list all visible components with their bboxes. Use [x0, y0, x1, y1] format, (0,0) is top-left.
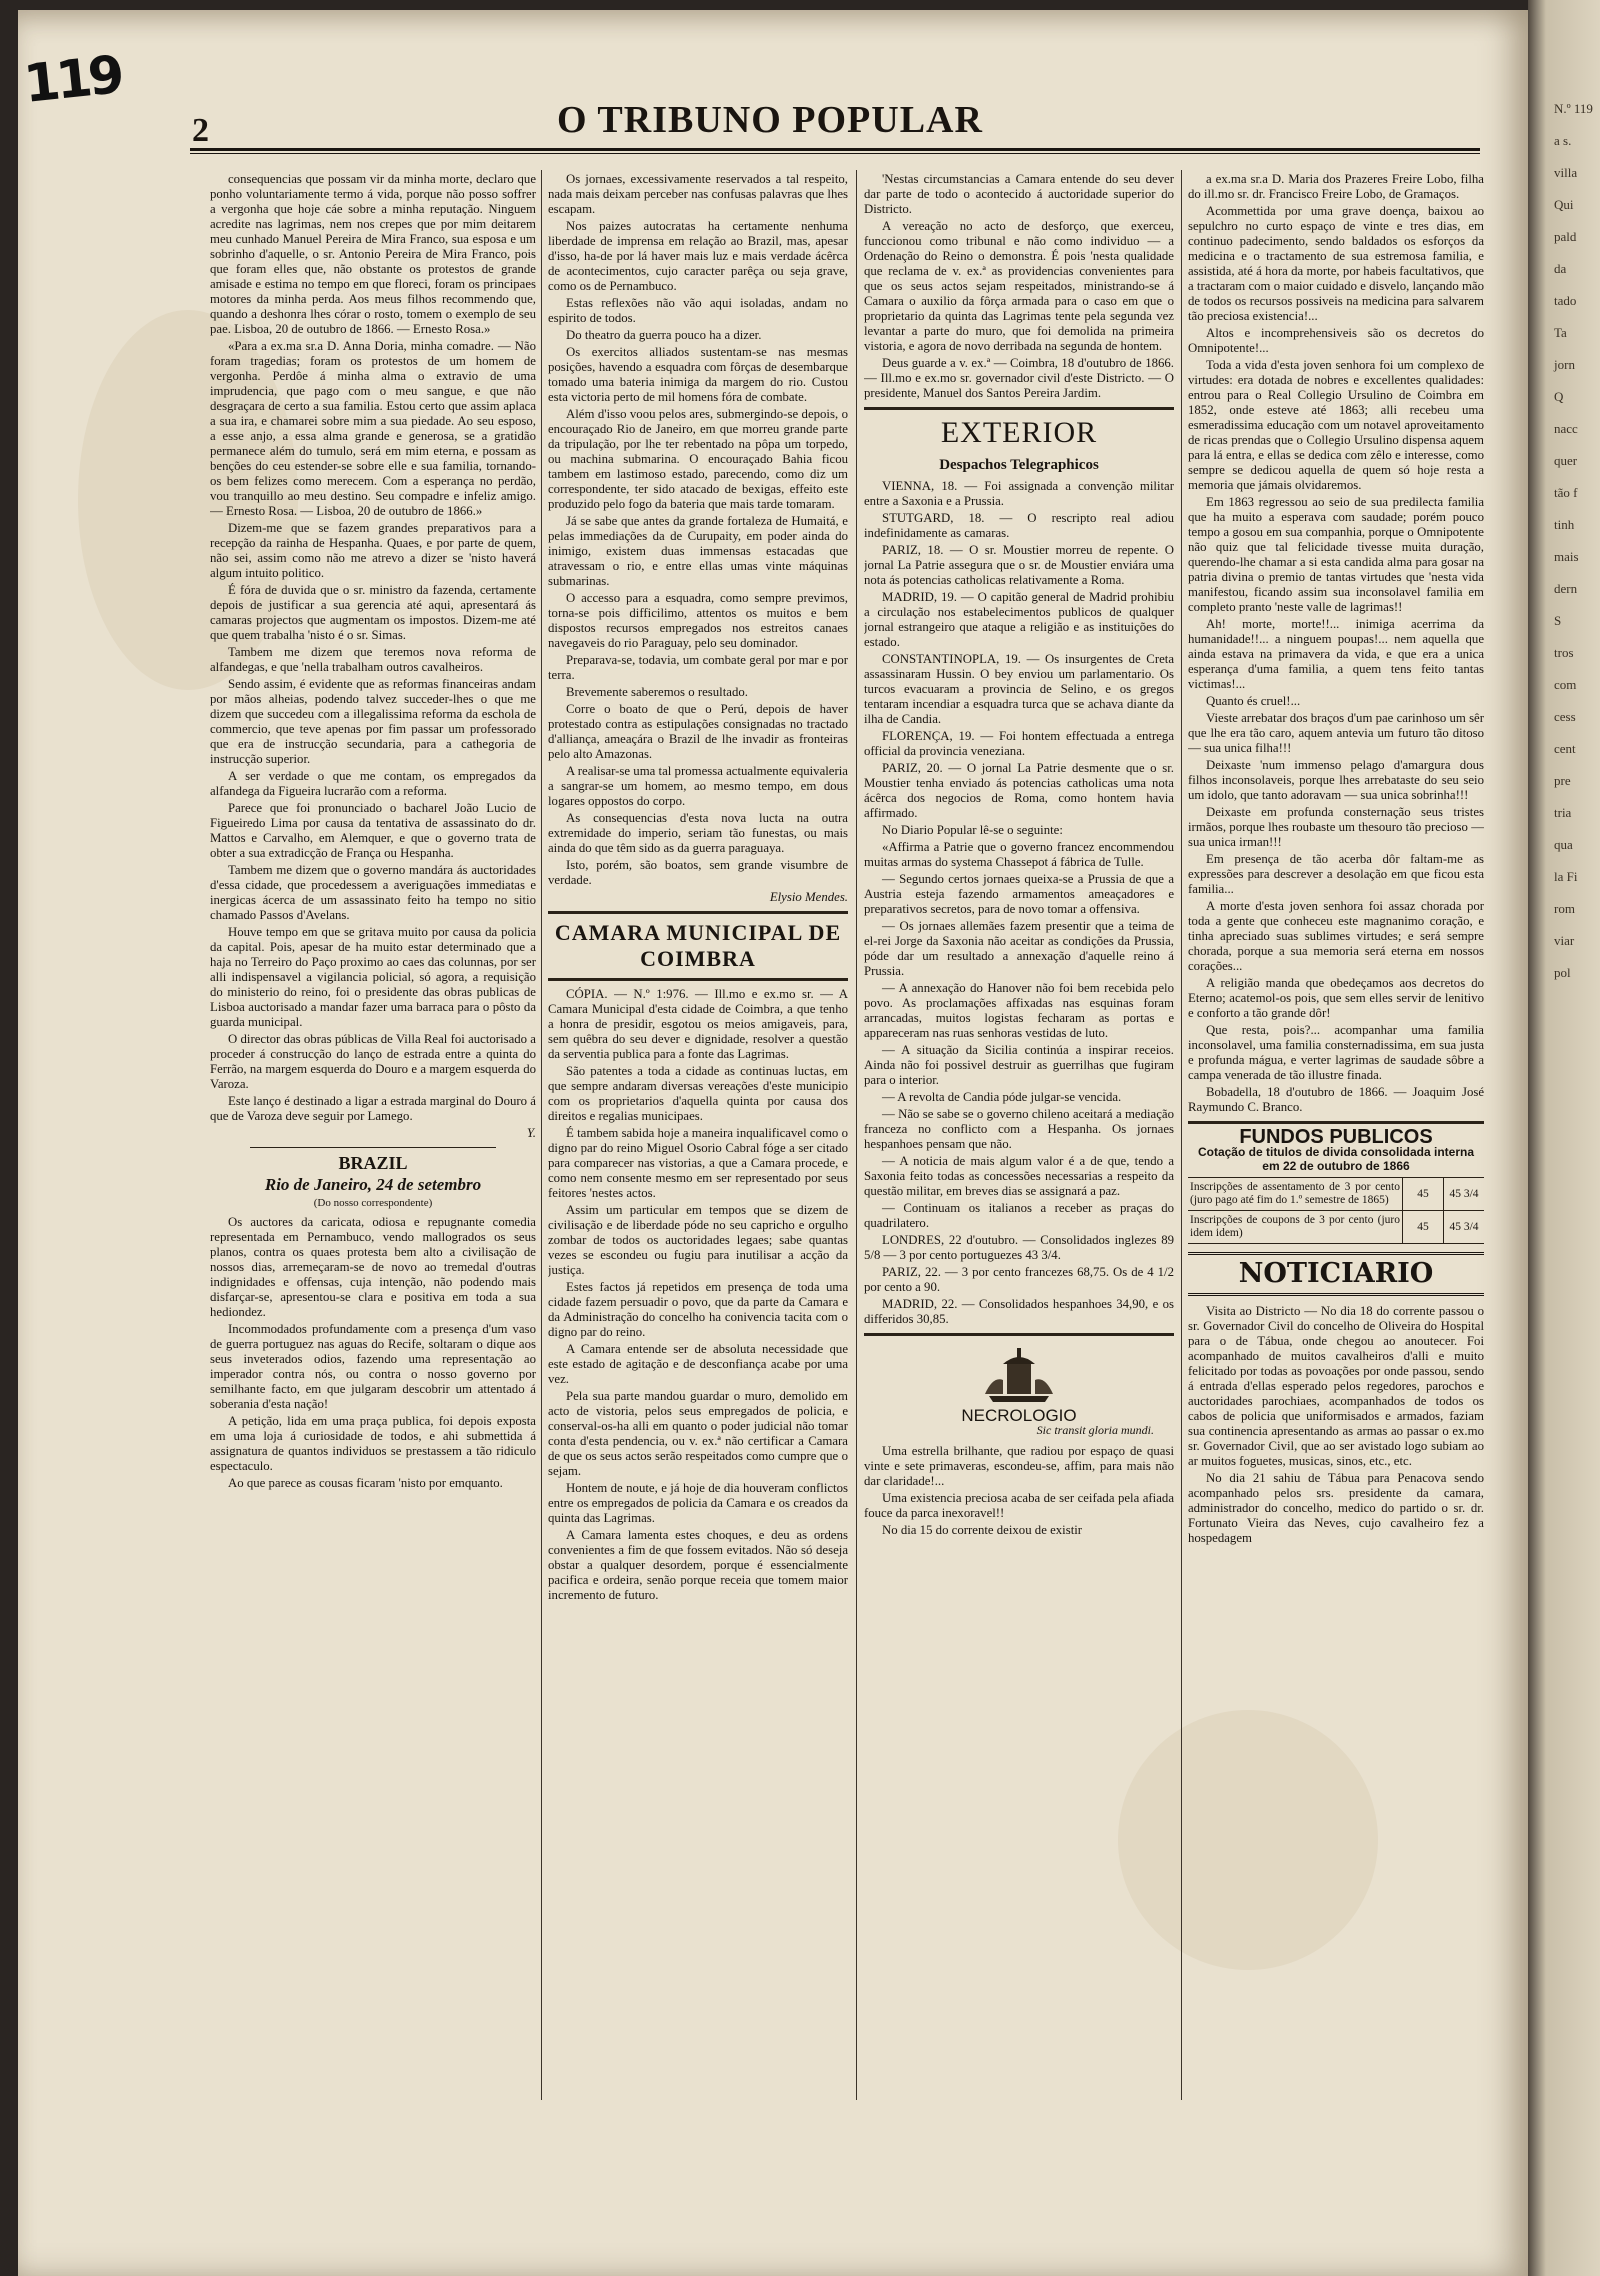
camara-paragraphs: [548, 987, 848, 1603]
necrologio-paragraph: Ah! morte, morte!!... inimiga acerrima da humanidade!!... a ninguem poupas!... nem aquella que ainda estava na primavera da vida, e que era a unica esperança d'uma familia, a quem tens feito tantas victimas!...: [1188, 617, 1484, 691]
rio-title: Rio de Janeiro, 24 de setembro: [264, 1175, 482, 1194]
necrologio-paragraph: Quanto és cruel!...: [1206, 694, 1301, 708]
article-paragraph: O director das obras públicas de Villa Real foi auctorisado a proceder á construcção do lanço de estrada entre a quinta do Ferrão, na margem esquerda do Douro e a margem esquerda do Varoza.: [210, 1032, 536, 1091]
article-paragraph: Estas reflexões não vão aqui isoladas, andam no espirito de todos.: [548, 296, 848, 325]
article-paragraph: Os jornaes, excessivamente reservados a tal respeito, nada mais deixam perceber nas confusas palavras que lhes escapam.: [548, 172, 848, 216]
article-paragraph: Tambem me dizem que teremos nova reforma de alfandegas, e que 'nella trabalham outros cavalheiros.: [210, 645, 536, 674]
necrologio-paragraph: Bobadella, 18 d'outubro de 1866. — Joaquim José Raymundo C. Branco.: [1188, 1085, 1484, 1114]
telegram-paragraph: PARIZ, 18. — O sr. Moustier morreu de repente. O jornal La Patrie assegura que o sr. de Moustier enviára uma nota ás potencias catholicas relativamente a Roma.: [864, 543, 1174, 587]
telegram-paragraph: — A annexação do Hanover não foi bem recebida pelo povo. As proclamações affixadas nas esquinas foram arrancadas, muitos logistas fecharam as portas e appareceram nas ruas senhoras vestidas de luto.: [864, 981, 1174, 1040]
next-page-fragment: villa: [1554, 165, 1578, 180]
next-page-fragment: com: [1554, 677, 1577, 692]
next-page-fragment: quer: [1554, 453, 1578, 468]
exterior-title: EXTERIOR: [940, 416, 1098, 449]
fundos-subtitle: Cotação de titulos de divida consolidada interna em 22 de outubro de 1866: [1197, 1145, 1475, 1173]
section-rule: [864, 1333, 1174, 1336]
necrologio-paragraph: A morte d'esta joven senhora foi assaz chorada por toda a gente que conheceu este magnanimo coração, e tinha apreciado suas sublimes virtudes; e será sempre chorada, porque a sua memoria será eterna em nossos corações...: [1188, 899, 1484, 973]
handwritten-page-mark: 119: [21, 45, 124, 115]
camara-paragraph: Pela sua parte mandou guardar o muro, demolido em acto de vistoria, pelos seus empregados de policia, e conserval-os-ha alli em quanto o poder judicial não tomar conta d'esta pendencia, ou v. ex.ª não certificar a Camara de que os seus actos serão respeitados como cumpre que o sejam.: [548, 1389, 848, 1478]
article-paragraph: A realisar-se uma tal promessa actualmente equivaleria a sangrar-se um homem, ao mesmo tempo, em dous logares oppostos do corpo.: [548, 764, 848, 808]
noticiario-paragraphs: [1188, 1304, 1484, 1546]
necrologio-paragraph: Toda a vida d'esta joven senhora foi um complexo de virtudes: era dotada de nobres e excellentes qualidades: entrou para o Real Collegio Ursulino de Coimbra em 1852, onde esteve até 1863; alli recebeu uma esmeradissima educação com um notavel aproveitamento de ricas prendas que o Collegio Ursulino dispensa aquem para lá entra, e ellas se dedica com zêlo e interesse, como sempre se dedicou aquella de quem só hoje resta a memoria que jámais olvidaremos.: [1188, 358, 1484, 492]
fundos-cell-v1: 45: [1403, 1178, 1444, 1211]
telegram-paragraph: PARIZ, 20. — O jornal La Patrie desmente que o sr. Moustier tenha enviado ás potencias catholicas uma nota ácêrca dos negocios de Roma, como hontem havia affirmado.: [864, 761, 1174, 820]
article-paragraph: Os exercitos alliados sustentam-se nas mesmas posições, havendo a esquadra com fôrças de desembarque tomado uma bateria inimiga da margem do rio. Custou esta victoria perto de mil homens fóra de combate.: [548, 345, 848, 404]
next-page-fragment: da: [1554, 261, 1567, 276]
necrologio-paragraph: Em presença de tão acerba dôr faltam-me as expressões para descrever a desolação em que ficou esta familia...: [1188, 852, 1484, 896]
section-rule: [250, 1147, 496, 1148]
brazil-paragraph: Incommodados profundamente com a presença d'um vaso de guerra portuguez nas aguas do Recife, soltaram o dique aos seus inveterados odios, fazendo uma representação ao imperador contra nós, ou contra o nosso governo por semilhante facto, em que julgaram descobrir um attentado á soberania d'esta nação!: [210, 1322, 536, 1411]
fundos-row: [1188, 1178, 1484, 1211]
article-paragraph: Além d'isso voou pelos ares, submergindo-se depois, o encouraçado Rio de Janeiro, em que morreu grande parte da tripulação, por lhe ter rebentado na pôpa um torpedo, ou machina submarina. O encouraçado Bahia ficou tambem em lastimoso estado, parecendo, como diz um correspondente, ter sido atacado de bexigas, effeito este produzido pelo fogo da bateria que mais tarde tomaram.: [548, 407, 848, 511]
section-rule: [548, 911, 848, 914]
next-page-fragment: pre: [1554, 773, 1571, 788]
next-page-fragment: nacc: [1554, 421, 1578, 436]
noticiario-title: NOTICIARIO: [1188, 1252, 1484, 1296]
page-number: 2: [192, 112, 209, 149]
next-page-fragment: N.º 119: [1554, 101, 1593, 116]
telegram-paragraph: MADRID, 19. — O capitão general de Madrid prohibiu a circulação nos estabelecimentos publicos de qualquer jornal estrangeiro que ataque a religião e as instituições do estado.: [864, 590, 1174, 649]
next-page-fragment: la Fi: [1554, 869, 1578, 884]
section-rule: [1188, 1121, 1484, 1124]
brazil-paragraph: Os auctores da caricata, odiosa e repugnante comedia representada em Pernambuco, vendo mallogrados os seus planos, contra os quaes protesta bem alto a civilisação de nossos dias, arremeçaram-se de novo ao tremedal d'outras indignidades e offensas, cuja intenção, não podendo mais disfarçar-se, apresentou-se clara e positiva em toda a sua hediondez.: [210, 1215, 536, 1319]
col4-paragraphs: [1188, 172, 1484, 1115]
article-paragraph: Este lanço é destinado a ligar a estrada marginal do Douro á que de Varoza deve seguir por Lamego.: [210, 1094, 536, 1123]
funeral-urn-icon: [979, 1346, 1059, 1404]
article-paragraph: É fóra de duvida que o sr. ministro da fazenda, certamente depois de justificar a sua gerencia até aqui, apresentará ás camaras projectos que augmentam os impostos. Dizem-me até que quem trabalha 'nisto é o sr. Simas.: [210, 583, 536, 642]
next-page-fragment: pol: [1554, 965, 1571, 980]
col3-paragraphs: [864, 172, 1174, 401]
article-paragraph: Deus guarde a v. ex.ª — Coimbra, 18 d'outubro de 1866. — Ill.mo e ex.mo sr. governador civil d'este Districto. — O presidente, Manuel dos Santos Pereira Jardim.: [864, 356, 1174, 400]
next-page-fragment: jorn: [1554, 357, 1575, 372]
telegram-paragraph: — A situação da Sicilia continúa a inspirar receios. Ainda não foi possivel destruir as guerrilhas que fugiram para o interior.: [864, 1043, 1174, 1087]
next-page-fragment: pald: [1554, 229, 1577, 244]
necrologio-paragraph: Acommettida por uma grave doença, baixou ao sepulchro no curto espaço de vinte e tres dias, em continuo padecimento, sendo baldados os esforços da medicina e o tractamento de sua estremosa familia, e assistida, até á hora da morte, por habeis facultativos, que a tractaram com o maior cuidado e disvelo, lançando mão de todos os recursos possiveis na medicina para salvarem tão preciosa existencia!...: [1188, 204, 1484, 323]
masthead-rule: [190, 148, 1480, 154]
fundos-row: [1188, 1211, 1484, 1244]
telegram-paragraph: — Não se sabe se o governo chileno aceitará a mediação franceza no conflicto com a Hespanha. Os jornaes hespanhoes pensam que não.: [864, 1107, 1174, 1151]
section-rule: [548, 978, 848, 981]
camara-paragraph: Hontem de noute, e já hoje de dia houveram conflictos entre os empregados de policia da Camara e os creados da quinta das Lagrimas.: [548, 1481, 848, 1525]
camara-paragraph: A Camara lamenta estes choques, e deu as ordens convenientes a fim de que fossem evitados. Não só deseja obstar a qualquer desordem, porque é essencialmente pacifica e ordeira, senão porque receia que tomem maior incremento de futuro.: [548, 1528, 848, 1602]
brazil-paragraph: Ao que parece as cousas ficaram 'nisto por emquanto.: [228, 1476, 503, 1490]
next-page-fragment: cent: [1554, 741, 1576, 756]
telegram-paragraph: — Segundo certos jornaes queixa-se a Prussia de que a Austria esteja fazendo armamentos ameaçadores e preparativos secretos, para de novo tomar a offensiva.: [864, 872, 1174, 916]
telegram-paragraph: STUTGARD, 18. — O rescripto real adiou indefinidamente as camaras.: [864, 511, 1174, 540]
telegram-paragraph: — A noticia de mais algum valor é a de que, tendo a Saxonia feito todas as concessões necessarias a respeito da questão militar, em breves dias se assignará a paz.: [864, 1154, 1174, 1198]
article-paragraph: Tambem me dizem que o governo mandára ás auctoridades d'essa cidade, que procedessem a averiguações immediatas e inergicas ácerca de um assassinato feito ha tempo no sitio chamado Passos d'Avelans.: [210, 863, 536, 922]
camara-paragraph: Estes factos já repetidos em presença de toda uma cidade fazem persuadir o povo, que da parte da Camara e da Administração do concelho ha conivencia tacita com o digno par do reino.: [548, 1280, 848, 1339]
col2-paragraphs: [548, 172, 848, 888]
next-page-fragment: rom: [1554, 901, 1575, 916]
brazil-paragraph: A petição, lida em uma praça publica, foi depois exposta em uma loja á curiosidade de todos, e ahi submettida á assignatura de quantos individuos se prestassem a tão ridiculo espectaculo.: [210, 1414, 536, 1473]
next-page-fragment: tria: [1554, 805, 1572, 820]
article-paragraph: «Para a ex.ma sr.a D. Anna Doria, minha comadre. — Não foram tragedias; foram os protestos de um homem de vergonha. Perdôe á minha alma o extravio de uma imprudencia, que pago com o meu sangue, e que não desgraçara de certo a sua familia. Estou certo que assim aplaca a sua ira, e chamarei sobre mim a sua piedade. Ao seu esposo, a esse anjo, a essa alma grande e generosa, se a gratidão permanece além do tumulo, será em mim eterna, e possam as benções do ceu estender-se sobre elle e sua familia, tornando-os bem felizes como merecem. Com a esperança no perdão, vou tranquillo ao meu destino. Seu compadre e infeliz amigo. — Ernesto Rosa. — Lisboa, 20 de outubro de 1866.»: [210, 339, 536, 518]
despachos-title: Despachos Telegraphicos: [939, 457, 1099, 473]
camara-paragraph: CÓPIA. — N.º 1:976. — Ill.mo e ex.mo sr. — A Camara Municipal d'esta cidade de Coimbra, a que tenho a honra de presidir, esgotou os meios amigaveis, para, sem quêbra do seu dever e dignidade, resolver a questão da serventia publica para a fonte das Lagrimas.: [548, 987, 848, 1061]
article-paragraph: Corre o boato de que o Perú, depois de haver protestado contra as estipulações consignadas no tractado d'alliança, ameaçára o Brazil de lhe invadir as fronteiras pelo alto Amazonas.: [548, 702, 848, 761]
necrologio-paragraph: Uma estrella brilhante, que radiou por espaço de quasi vinte e sete primaveras, escondeu-se, affim, para mais não dar claridade!...: [864, 1444, 1174, 1488]
necrologio-paragraph: Vieste arrebatar dos braços d'um pae carinhoso um sêr que lhe era tão caro, aquem antevia um futuro tão ditoso — sua unica filha!!!: [1188, 711, 1484, 755]
despachos-paragraphs: [864, 479, 1174, 1327]
article-paragraph: A ser verdade o que me contam, os empregados da alfandega da Figueira lucrarão com a reforma.: [210, 769, 536, 798]
telegram-paragraph: LONDRES, 22 d'outubro. — Consolidados inglezes 89 5/8 — 3 por cento portuguezes 43 3/4.: [864, 1233, 1174, 1262]
column-divider: [541, 170, 542, 2100]
telegram-paragraph: PARIZ, 22. — 3 por cento francezes 68,75. Os de 4 1/2 por cento a 90.: [864, 1265, 1174, 1294]
section-rule: [864, 407, 1174, 410]
column-1: [210, 172, 536, 2092]
next-page-fragment: S: [1554, 613, 1562, 628]
article-paragraph: Dizem-me que se fazem grandes preparativos para a recepção da rainha de Hespanha. Quaes, e por parte de quem, não sei, assim como não me atrevo a dizer se 'nisto haverá algum intuito politico.: [210, 521, 536, 580]
column-divider: [856, 170, 857, 2100]
next-page-fragment: tinh: [1554, 517, 1575, 532]
noticiario-paragraph: Visita ao Districto — No dia 18 do corrente passou o sr. Governador Civil do concelho de Oliveira do Hospital para o de Tábua, onde chegou ao anoutecer. Foi acompanhado de muitos cavalheiros d'alli e muito felicitado por todas as povoações por onde passou, sendo á entrada d'ellas esperado pelos regedores, parochos e auctoridades parochiaes, acompanhados de todos os cabos de policia que uniformisados e armados, faziam sua continencia apresentando as armas ao passar o ex.mo sr. Governador Civil, que ao ser avistado logo subiam ao ar muitos foguetes, musicas, sinos, etc., etc.: [1188, 1304, 1484, 1468]
column-3: [864, 172, 1174, 2162]
telegram-paragraph: MADRID, 22. — Consolidados hespanhoes 34,90, e os differidos 30,85.: [864, 1297, 1174, 1326]
camara-paragraph: É tambem sabida hoje a maneira inqualificavel como o digno par do reino Miguel Osorio Cabral fóge a ser citado para comparecer nas vistorias, a que a Camara procede, e como nem consente mesmo em ser representado por seus feitores 'nestes actos.: [548, 1126, 848, 1200]
telegram-paragraph: VIENNA, 18. — Foi assignada a convenção militar entre a Saxonia e a Prussia.: [864, 479, 1174, 508]
article-paragraph: Sendo assim, é evidente que as reformas financeiras andam por mãos alheias, podendo talvez succeder-lhes o que me dizem que succedeu com a illegalissima reforma da eschola de commercio, que teve apenas por fim passar um professorado que era de instrucção secundaria, para a cathegoria de instrucção superior.: [210, 677, 536, 766]
next-page-fragment: dern: [1554, 581, 1578, 596]
next-page-fragment: Ta: [1554, 325, 1567, 340]
camara-paragraph: A Camara entende ser de absoluta necessidade que este estado de agitação e de desconfiança acabe por uma vez.: [548, 1342, 848, 1386]
column-2: [548, 172, 848, 2162]
correspondent-note: (Do nosso correspondente): [313, 1197, 433, 1209]
signature-y: Y.: [526, 1126, 536, 1140]
telegram-paragraph: — Continuam os italianos a receber as praças do quadrilatero.: [864, 1201, 1174, 1230]
necrologio-motto: Sic transit gloria mundi.: [1036, 1423, 1154, 1437]
telegram-paragraph: — Os jornaes allemães fazem presentir que a teima de el-rei Jorge da Saxonia não aceitar as condições da Prussia, póde dar um resultado a annexação d'aquelle reino á Prussia.: [864, 919, 1174, 978]
fundos-table: [1188, 1177, 1484, 1244]
necrologio-paragraph: Deixaste em profunda consternação seus tristes irmãos, porque lhes roubaste um thesouro tão precioso — sua unica irman!!!: [1188, 805, 1484, 849]
telegram-paragraph: «Affirma a Patrie que o governo francez encommendou muitas armas do systema Chassepot á fábrica de Tulle.: [864, 840, 1174, 869]
camara-paragraph: Assim um particular em tempos que se dizem de civilisação e de liberdade póde no seu capricho e orgulho zombar de todos os auctoridades legaes; sabe quantas vezes se escondeu ou fugiu para inutilisar a acção da justiça.: [548, 1203, 848, 1277]
next-page-fragment: mais: [1554, 549, 1579, 564]
column-divider: [1181, 170, 1182, 2100]
fundos-cell-v2: 45 3/4: [1444, 1178, 1485, 1211]
necrologio-paragraph: Que resta, pois?... acompanhar uma familia inconsolavel, uma familia consternadissima, em sua justa e profunda mágua, e verter lagrimas de saudade sôbre a campa venerada de tão illustre finada.: [1188, 1023, 1484, 1082]
article-paragraph: Do theatro da guerra pouco ha a dizer.: [566, 328, 762, 342]
fundos-title: FUNDOS PUBLICOS: [1239, 1126, 1433, 1148]
telegram-paragraph: — A revolta de Candia póde julgar-se vencida.: [882, 1090, 1122, 1104]
necrologio-paragraph: Deixaste 'num immenso pelago d'amargura dous filhos inconsolaveis, porque lhes arrebataste do seu seio um idolo, que tanto adoravam — sua unica sobrinha!!!: [1188, 758, 1484, 802]
necrologio-paragraph: No dia 15 do corrente deixou de existir: [882, 1523, 1083, 1537]
necrologio-paragraph: A religião manda que obedeçamos aos decretos do Eterno; acatemol-os pois, que sem elles servir de lenitivo e conforto a tão grande dôr!: [1188, 976, 1484, 1020]
camara-paragraph: São patentes a toda a cidade as continuas luctas, em que sempre andaram diversas vereações d'este municipio com os proprietarios d'aquella quinta por causa dos direitos e regalias municipaes.: [548, 1064, 848, 1123]
next-page-fragment: qua: [1554, 837, 1573, 852]
article-paragraph: Brevemente saberemos o resultado.: [566, 685, 748, 699]
signature-elysio: Elysio Mendes.: [769, 890, 848, 904]
article-paragraph: As consequencias d'esta nova lucta na outra extremidade do imperio, seriam tão funestas, ou mais ainda do que têm sido as da guerra paraguaya.: [548, 811, 848, 855]
telegram-paragraph: FLORENÇA, 19. — Foi hontem effectuada a entrega official da provincia veneziana.: [864, 729, 1174, 758]
column-4: [1188, 172, 1484, 2162]
article-paragraph: Houve tempo em que se gritava muito por causa da policia da capital. Pois, apesar de ha muito estar determinado que a haja no Terreiro do Paço proximo ao caes das colunnas, por ser alli indispensavel a vigilancia policial, só agora, a requisição do ministerio do reino, foi o presidente das obras publicas de Lisboa auctorisado a mandar fazer uma barraca para o pôsto da guarda municipal.: [210, 925, 536, 1029]
brazil-paragraphs: [210, 1215, 536, 1491]
necrologio-paragraph: Uma existencia preciosa acaba de ser ceifada pela afiada fouce da parca inexoravel!!: [864, 1491, 1174, 1520]
next-page-edge: [1528, 0, 1600, 2276]
article-paragraph: Nos paizes autocratas ha certamente nenhuma liberdade de imprensa em relação ao Brazil, mas, apesar d'isso, ha-de por lá haver mais luz e mais verdade ácêrca de acontecimentos, cujo caracter parêça ou seja grave, como os de Pernambuco.: [548, 219, 848, 293]
next-page-fragment: Q: [1554, 389, 1564, 404]
necrologio-paragraphs: [864, 1444, 1174, 1538]
next-page-fragment: tado: [1554, 293, 1577, 308]
article-paragraph: consequencias que possam vir da minha morte, declaro que ponho voluntariamente termo á vida, porque não posso soffrer a vergonha que hoje cáe sobre a minha reputação. Ninguem acredite nas lagrimas, nem nos crepes que por mim deitarem meu cunhado Manuel Pereira de Mira Franco, sua esposa e um sobrinho d'aquelle, o sr. Antonio Pereira de Mira Franco, pois que foram elles que, não obstante os protestos de grande amisade e estima no tempo em que floreci, foram os principaes motores da minha perda. Aos meus filhos recommendo que, quando a deshonra lhes córar o rosto, tomem o exemplo de seu pae. Lisboa, 20 de outubro de 1866. — Ernesto Rosa.»: [210, 172, 536, 336]
article-paragraph: Isto, porém, são boatos, sem grande visumbre de verdade.: [548, 858, 848, 887]
article-paragraph: A vereação no acto de desforço, que exerceu, funccionou como tribunal e não como individuo — a Ordenação do Reino o demonstra. É pois 'nesta qualidade que reclama de v. ex.ª as providencias convenientes para que os seus actos sejam respeitados, ministrando-se á Camara o auxilio da fôrça armada para o caso em que o proprietario da quinta das Lagrimas tente pela segunda vez levantar a parte do muro, que foi demolida na primeira vistoria, e agora de novo derribada na segunda de hontem.: [864, 219, 1174, 353]
next-page-fragment: tros: [1554, 645, 1574, 660]
article-paragraph: Já se sabe que antes da grande fortaleza de Humaitá, e pelas immediações da de Curupaity, em poder ainda do inimigo, existem duas immensas estacadas que atravessam o rio, e entre ellas umas vinte máquinas submarinas.: [548, 514, 848, 588]
newspaper-masthead: O TRIBUNO POPULAR: [557, 99, 983, 141]
next-page-fragment: viar: [1554, 933, 1575, 948]
article-paragraph: Preparava-se, todavia, um combate geral por mar e por terra.: [548, 653, 848, 682]
next-page-fragment: tão f: [1554, 485, 1578, 500]
necrologio-title: NECROLOGIO: [961, 1406, 1077, 1425]
next-page-fragment: a s.: [1554, 133, 1572, 148]
noticiario-paragraph: No dia 21 sahiu de Tábua para Penacova sendo acompanhado pelos srs. presidente da camara, administrador do concelho, medico do partido o sr. dr. Fortunato Vieira das Neves, cujo cavalheiro fez a hospedagem: [1188, 1471, 1484, 1545]
camara-title: CAMARA MUNICIPAL DE COIMBRA: [554, 920, 842, 971]
fundos-cell-label: Inscripções de assentamento de 3 por cento (juro pago até fim do 1.º semestre de 1865): [1188, 1178, 1403, 1211]
fundos-cell-label: Inscripções de coupons de 3 por cento (juro idem idem): [1188, 1211, 1403, 1244]
telegram-paragraph: No Diario Popular lê-se o seguinte:: [882, 823, 1063, 837]
necrologio-paragraph: a ex.ma sr.a D. Maria dos Prazeres Freire Lobo, filha do ill.mo sr. dr. Francisco Freire Lobo, de Gramaços.: [1188, 172, 1484, 201]
next-page-fragment: cess: [1554, 709, 1576, 724]
necrologio-paragraph: Altos e incomprehensiveis são os decretos do Omnipotente!...: [1188, 326, 1484, 355]
article-paragraph: 'Nestas circumstancias a Camara entende do seu dever dar parte de todo o acontecido á auctoridade superior do Districto.: [864, 172, 1174, 216]
next-page-fragment: Qui: [1554, 197, 1574, 212]
brazil-title: BRAZIL: [338, 1153, 408, 1173]
fundos-cell-v1: 45: [1403, 1211, 1444, 1244]
fundos-cell-v2: 45 3/4: [1444, 1211, 1485, 1244]
article-paragraph: Parece que foi pronunciado o bacharel João Lucio de Figueiredo Lima por causa da tentativa de assassinato do dr. Mattos e Carvalho, em Alemquer, e que o governo trata de obter a sua extradicção de França ou Hespanha.: [210, 801, 536, 860]
telegram-paragraph: CONSTANTINOPLA, 19. — Os insurgentes de Creta assassinaram Hussin. O bey enviou um parlamentario. Os turcos evacuaram a provincia de Selino, e os gregos tentaram incendiar a esquadra turca que se achava diante da ilha de Candia.: [864, 652, 1174, 726]
col1-paragraphs: [210, 172, 536, 1124]
article-paragraph: O accesso para a esquadra, como sempre previmos, torna-se pois difficilimo, attentos os muitos e bem dispostos recursos empregados nos estreitos canaes navegaveis do rio Paraguay, pelo seu dominador.: [548, 591, 848, 650]
necrologio-paragraph: Em 1863 regressou ao seio de sua predilecta familia que ha muito a esperava com saudade; porém pouco tempo a gosou em sua companhia, porque o Omnipotente não quiz que tal felicidade tivesse muita duração, querendo-lhe chamar a si esta candida alma para gosar na patria divina o premio de tantas virtudes que 'nesta vida manifestou, ficando assim sua inconsolavel familia em completo pranto 'neste valle de lagrimas!!: [1188, 495, 1484, 614]
